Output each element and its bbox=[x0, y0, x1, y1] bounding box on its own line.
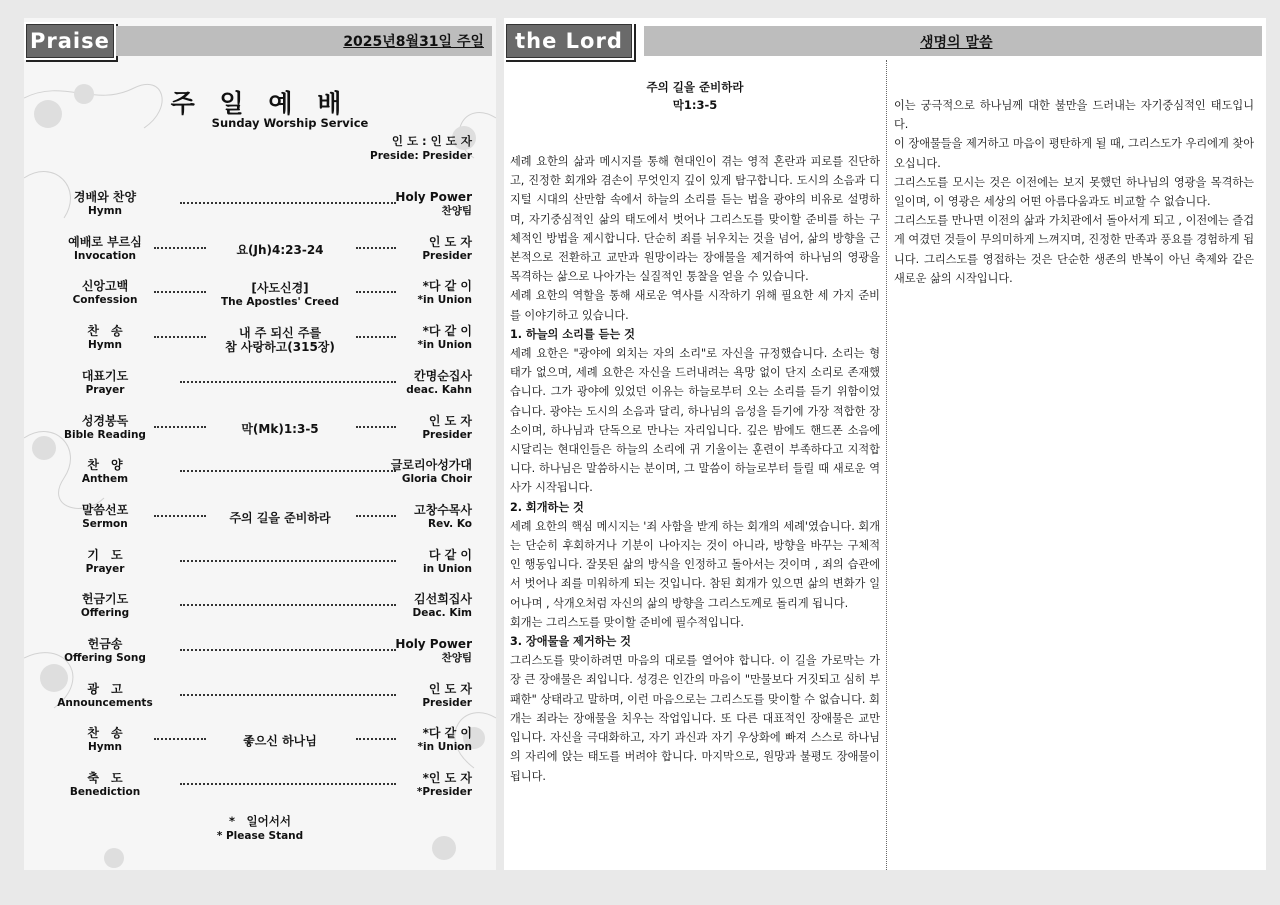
order-row bbox=[50, 277, 472, 317]
sermon-column-2 bbox=[894, 96, 1254, 288]
praise-badge: Praise bbox=[24, 22, 116, 60]
order-item-name bbox=[50, 324, 160, 352]
leader-en: deac. Kahn bbox=[406, 383, 472, 396]
sermon-point-heading: 2. 회개하는 것 bbox=[510, 500, 584, 514]
preside-en: Preside: Presider bbox=[370, 150, 472, 162]
dotted-leader bbox=[154, 515, 206, 517]
order-row bbox=[50, 724, 472, 764]
leader-ko: 글로리아성가대 bbox=[390, 458, 472, 473]
service-title: 주 일 예 배 bbox=[170, 89, 350, 118]
order-row bbox=[50, 680, 472, 720]
sermon-paragraph: 회개는 그리스도를 맞이할 준비에 필수적입니다. bbox=[510, 615, 744, 629]
order-row bbox=[50, 188, 472, 228]
sermon-heading bbox=[510, 78, 880, 114]
leader-en: Deac. Kim bbox=[412, 607, 472, 620]
order-item-en: Prayer bbox=[85, 562, 125, 575]
dotted-leader bbox=[154, 426, 206, 428]
sermon-point-heading: 1. 하늘의 소리를 듣는 것 bbox=[510, 327, 635, 341]
leader-ko: 김선희집사 bbox=[414, 592, 472, 607]
order-item-en: Offering Song bbox=[64, 652, 146, 664]
order-item-leader bbox=[352, 279, 472, 307]
order-row bbox=[50, 233, 472, 273]
leader-en: *in Union bbox=[417, 294, 472, 307]
sermon-paragraph: 세례 요한은 "광야에 외치는 자의 소리"로 자신을 규정했습니다. 소리는 형태가 없으며, 세례 요한은 자신을 드러내려는 욕망 없이 단지 소리로 존재했습니다. 그가 광야에 있었던 이유는 하늘로부터 오는 소리를 듣기 위함이었습니다. 광야는 도시의 소음과 달리, 하나님의 음성을 듣기에 가장 적합한 장소이며, 하나님과 단독으로 만나는 자리입니다. 깊은 밤에도 핸드폰 소음에 시달리는 현대인들은 하늘의 소리에 귀 기울이는 훈련이 부족하다고 지적합니다. 하나님은 말씀하시는 분이며, 그 말씀이 하늘로부터 들릴 때 새로운 역사가 시작됩니다. bbox=[510, 347, 880, 495]
order-item-detail-line: 좋으신 하나님 bbox=[243, 734, 317, 749]
order-row bbox=[50, 456, 472, 496]
leader-ko: Holy Power bbox=[395, 637, 472, 651]
order-item-en: Benediction bbox=[69, 786, 141, 799]
order-item-name bbox=[50, 458, 160, 486]
leader-ko: Holy Power bbox=[395, 190, 472, 204]
order-item-name bbox=[50, 190, 160, 218]
order-item-detail-line: The Apostles' Creed bbox=[220, 296, 340, 309]
order-item-en: Announcements bbox=[57, 696, 153, 709]
stand-en: * Please Stand bbox=[216, 830, 304, 842]
order-item-ko: 광 고 bbox=[87, 681, 123, 696]
order-item-leader bbox=[352, 369, 472, 397]
order-item-detail-line: 주의 길을 준비하라 bbox=[229, 510, 331, 525]
leader-ko: 고창수목사 bbox=[414, 502, 472, 517]
leader-ko: 인 도 자 bbox=[428, 234, 472, 249]
order-item-ko: 찬 송 bbox=[87, 324, 123, 339]
leader-en: Rev. Ko bbox=[427, 517, 472, 530]
dotted-leader bbox=[154, 247, 206, 249]
order-item-leader bbox=[352, 458, 472, 486]
leader-en: Presider bbox=[422, 249, 472, 262]
order-item-name bbox=[50, 726, 160, 754]
the-lord-badge: the Lord bbox=[504, 22, 634, 60]
leader-en: 찬양팀 bbox=[441, 205, 472, 217]
order-item-ko: 경배와 찬양 bbox=[73, 190, 137, 204]
service-subtitle: Sunday Worship Service bbox=[211, 116, 369, 130]
order-item-detail bbox=[220, 422, 340, 436]
order-item-name bbox=[50, 414, 160, 442]
order-item-name bbox=[50, 235, 160, 263]
order-item-en: Hymn bbox=[87, 339, 123, 352]
order-item-leader bbox=[352, 414, 472, 442]
order-row bbox=[50, 501, 472, 541]
order-item-ko: 축 도 bbox=[87, 771, 123, 786]
sermon-reference: 막1:3-5 bbox=[672, 98, 718, 112]
sermon-paragraph: 이 장애물들을 제거하고 마음이 평탄하게 될 때, 그리스도가 우리에게 찾아오십니다. bbox=[894, 137, 1254, 170]
order-row bbox=[50, 322, 472, 362]
order-row bbox=[50, 635, 472, 675]
leader-ko: *다 같 이 bbox=[422, 726, 472, 741]
order-item-en: Confession bbox=[72, 294, 138, 307]
leader-ko: *다 같 이 bbox=[422, 324, 472, 339]
order-item-en: Hymn bbox=[87, 205, 123, 217]
order-item-name bbox=[50, 503, 160, 531]
order-item-ko: 헌금기도 bbox=[81, 592, 129, 607]
order-item-detail bbox=[220, 243, 340, 257]
leader-en: Presider bbox=[422, 428, 472, 441]
sermon-title: 주의 길을 준비하라 bbox=[646, 80, 744, 94]
order-item-name bbox=[50, 682, 160, 710]
order-item-detail-line: 참 사랑하고(315장) bbox=[225, 340, 335, 355]
leader-en: *in Union bbox=[417, 339, 472, 352]
order-item-detail-line: 요(Jh)4:23-24 bbox=[236, 242, 324, 257]
leader-en: *Presider bbox=[416, 786, 472, 799]
sermon-column-1 bbox=[510, 78, 880, 786]
order-item-leader bbox=[352, 190, 472, 218]
order-row bbox=[50, 546, 472, 586]
leader-ko: *다 같 이 bbox=[422, 279, 472, 294]
bulletin-left-page bbox=[24, 18, 496, 870]
order-item-ko: 기 도 bbox=[87, 547, 123, 562]
leader-en: Presider bbox=[422, 696, 472, 709]
order-item-leader bbox=[352, 235, 472, 263]
order-item-detail bbox=[220, 281, 340, 309]
order-item-detail-line: 내 주 되신 주를 bbox=[238, 326, 322, 341]
sermon-body-1 bbox=[510, 152, 880, 786]
dotted-leader bbox=[154, 336, 206, 338]
order-item-name bbox=[50, 771, 160, 799]
order-item-name bbox=[50, 637, 160, 665]
order-item-ko: 말씀선포 bbox=[81, 502, 129, 517]
leader-ko: *인 도 자 bbox=[422, 771, 472, 786]
bulletin-right-page bbox=[504, 18, 1266, 870]
leader-ko: 인 도 자 bbox=[428, 681, 472, 696]
leader-en: *in Union bbox=[417, 741, 472, 754]
order-item-leader bbox=[352, 592, 472, 620]
preside-info bbox=[370, 134, 472, 164]
order-item-en: Prayer bbox=[85, 383, 125, 396]
order-item-detail-line: 막(Mk)1:3-5 bbox=[241, 421, 319, 436]
order-row bbox=[50, 367, 472, 407]
leader-en: in Union bbox=[422, 562, 472, 575]
order-item-en: Hymn bbox=[87, 741, 123, 754]
order-item-en: Offering bbox=[80, 607, 130, 620]
order-item-en: Bible Reading bbox=[64, 428, 146, 441]
dotted-leader bbox=[154, 291, 206, 293]
leader-ko: 인 도 자 bbox=[428, 413, 472, 428]
order-item-leader bbox=[352, 503, 472, 531]
order-item-name bbox=[50, 592, 160, 620]
sermon-paragraph: 세례 요한의 역할을 통해 새로운 역사를 시작하기 위해 필요한 세 가지 준비를 이야기하고 있습니다. bbox=[510, 289, 880, 322]
order-item-detail bbox=[220, 734, 340, 748]
order-item-leader bbox=[352, 682, 472, 710]
order-item-ko: 찬 송 bbox=[87, 726, 123, 741]
order-item-detail bbox=[220, 326, 340, 354]
please-stand-note bbox=[24, 814, 496, 844]
left-header-bar bbox=[116, 26, 492, 56]
order-item-ko: 신앙고백 bbox=[81, 279, 129, 294]
order-item-detail-line: [사도신경] bbox=[251, 281, 309, 296]
order-item-ko: 대표기도 bbox=[81, 368, 129, 383]
sermon-paragraph: 이는 궁극적으로 하나님께 대한 불만을 드러내는 자기중심적인 태도입니다. bbox=[894, 99, 1254, 132]
column-divider bbox=[886, 60, 887, 870]
order-item-leader bbox=[352, 637, 472, 665]
stand-ko: * 일어서서 bbox=[229, 814, 291, 828]
sermon-paragraph: 세례 요한의 삶과 메시지를 통해 현대인이 겪는 영적 혼란과 피로를 진단하고, 진정한 회개와 겸손이 무엇인지 깊이 있게 탐구합니다. 도시의 소음과 디지털 시대의 산만함 속에서 하늘의 소리를 듣는 법을 광야의 비유로 설명하며, 자기중심적인 삶의 태도에서 벗어나 그리스도를 맞이할 준비를 하는 구체적인 방법을 제시합니다. 단순히 죄를 뉘우치는 것을 넘어, 삶의 방향을 근본적으로 전환하고 교만과 원망이라는 장애물을 제거하여 하나님의 영광을 목격하는 삶으로 나아가는 실질적인 통찰을 얻을 수 있습니다. bbox=[510, 155, 880, 284]
order-item-detail bbox=[220, 511, 340, 525]
service-date: 2025년8월31일 주일 bbox=[343, 34, 484, 50]
leader-ko: 다 같 이 bbox=[428, 547, 472, 562]
order-item-leader bbox=[352, 548, 472, 576]
order-row bbox=[50, 590, 472, 630]
order-item-name bbox=[50, 279, 160, 307]
leader-en: 찬양팀 bbox=[441, 652, 472, 664]
sermon-point-heading: 3. 장애물을 제거하는 것 bbox=[510, 635, 631, 649]
sermon-section-title: 생명의 말씀 bbox=[920, 35, 993, 51]
order-item-en: Anthem bbox=[81, 473, 129, 486]
order-item-name bbox=[50, 369, 160, 397]
sermon-paragraph: 그리스도를 맞이하려면 마음의 대로를 열어야 합니다. 이 길을 가로막는 가장 큰 장애물은 죄입니다. 성경은 인간의 마음이 "만물보다 거짓되고 심히 부패한" 상태라고 말하며, 이런 마음으로는 그리스도를 맞이할 수 없습니다. 회개는 죄라는 장애물을 치우는 작업입니다. 또 다른 대표적인 장애물은 교만입니다. 자신을 극대화하고, 자기 과신과 자기 우상화에 빠져 스스로 하나님의 자리에 앉는 태도를 버려야 합니다. 마지막으로, 원망과 불평도 장애물이 됩니다. bbox=[510, 654, 880, 783]
dotted-leader bbox=[154, 738, 206, 740]
leader-en: Gloria Choir bbox=[401, 473, 472, 486]
order-item-leader bbox=[352, 771, 472, 799]
order-item-en: Sermon bbox=[82, 517, 128, 530]
preside-ko: 인 도 : 인 도 자 bbox=[391, 134, 472, 148]
order-item-leader bbox=[352, 726, 472, 754]
sermon-body-2 bbox=[894, 96, 1254, 288]
order-item-ko: 찬 양 bbox=[87, 458, 123, 473]
sermon-paragraph: 세례 요한의 핵심 메시지는 '죄 사함을 받게 하는 회개의 세례'였습니다. 회개는 단순히 후회하거나 기분이 나아지는 것이 아니라, 방향을 바꾸는 구체적인 행동입니다. 잘못된 삶의 방식을 인정하고 돌아서는 것이며 , 죄의 습관에서 벗어나 죄를 미워하게 되는 것입니다. 참된 회개가 있으면 삶의 변화가 일어나며 , 삭개오처럼 자신의 삶의 방향을 그리스도께로 돌리게 됩니다. bbox=[510, 519, 880, 610]
sermon-paragraph: 그리스도를 만나면 이전의 삶과 가치관에서 돌아서게 되고 , 이전에는 즐겁게 여겼던 것들이 무의미하게 느껴지며, 진정한 만족과 풍요를 경험하게 됩니다. 그리스도를 영접하는 것은 단순한 생존의 반복이 아닌 축제와 같은 새로운 삶의 시작입니다. bbox=[894, 214, 1254, 285]
order-item-en: Invocation bbox=[73, 249, 137, 262]
order-item-ko: 성경봉독 bbox=[81, 413, 129, 428]
order-item-ko: 헌금송 bbox=[87, 637, 123, 651]
leader-ko: 칸명순집사 bbox=[414, 368, 472, 383]
order-row bbox=[50, 412, 472, 452]
order-item-ko: 예배로 부르심 bbox=[68, 234, 142, 249]
order-item-name bbox=[50, 548, 160, 576]
sermon-paragraph: 그리스도를 모시는 것은 이전에는 보지 못했던 하나님의 영광을 목격하는 일이며, 이 영광은 세상의 어떤 아름다움과도 비교할 수 없습니다. bbox=[894, 175, 1254, 209]
order-item-leader bbox=[352, 324, 472, 352]
order-row bbox=[50, 769, 472, 809]
